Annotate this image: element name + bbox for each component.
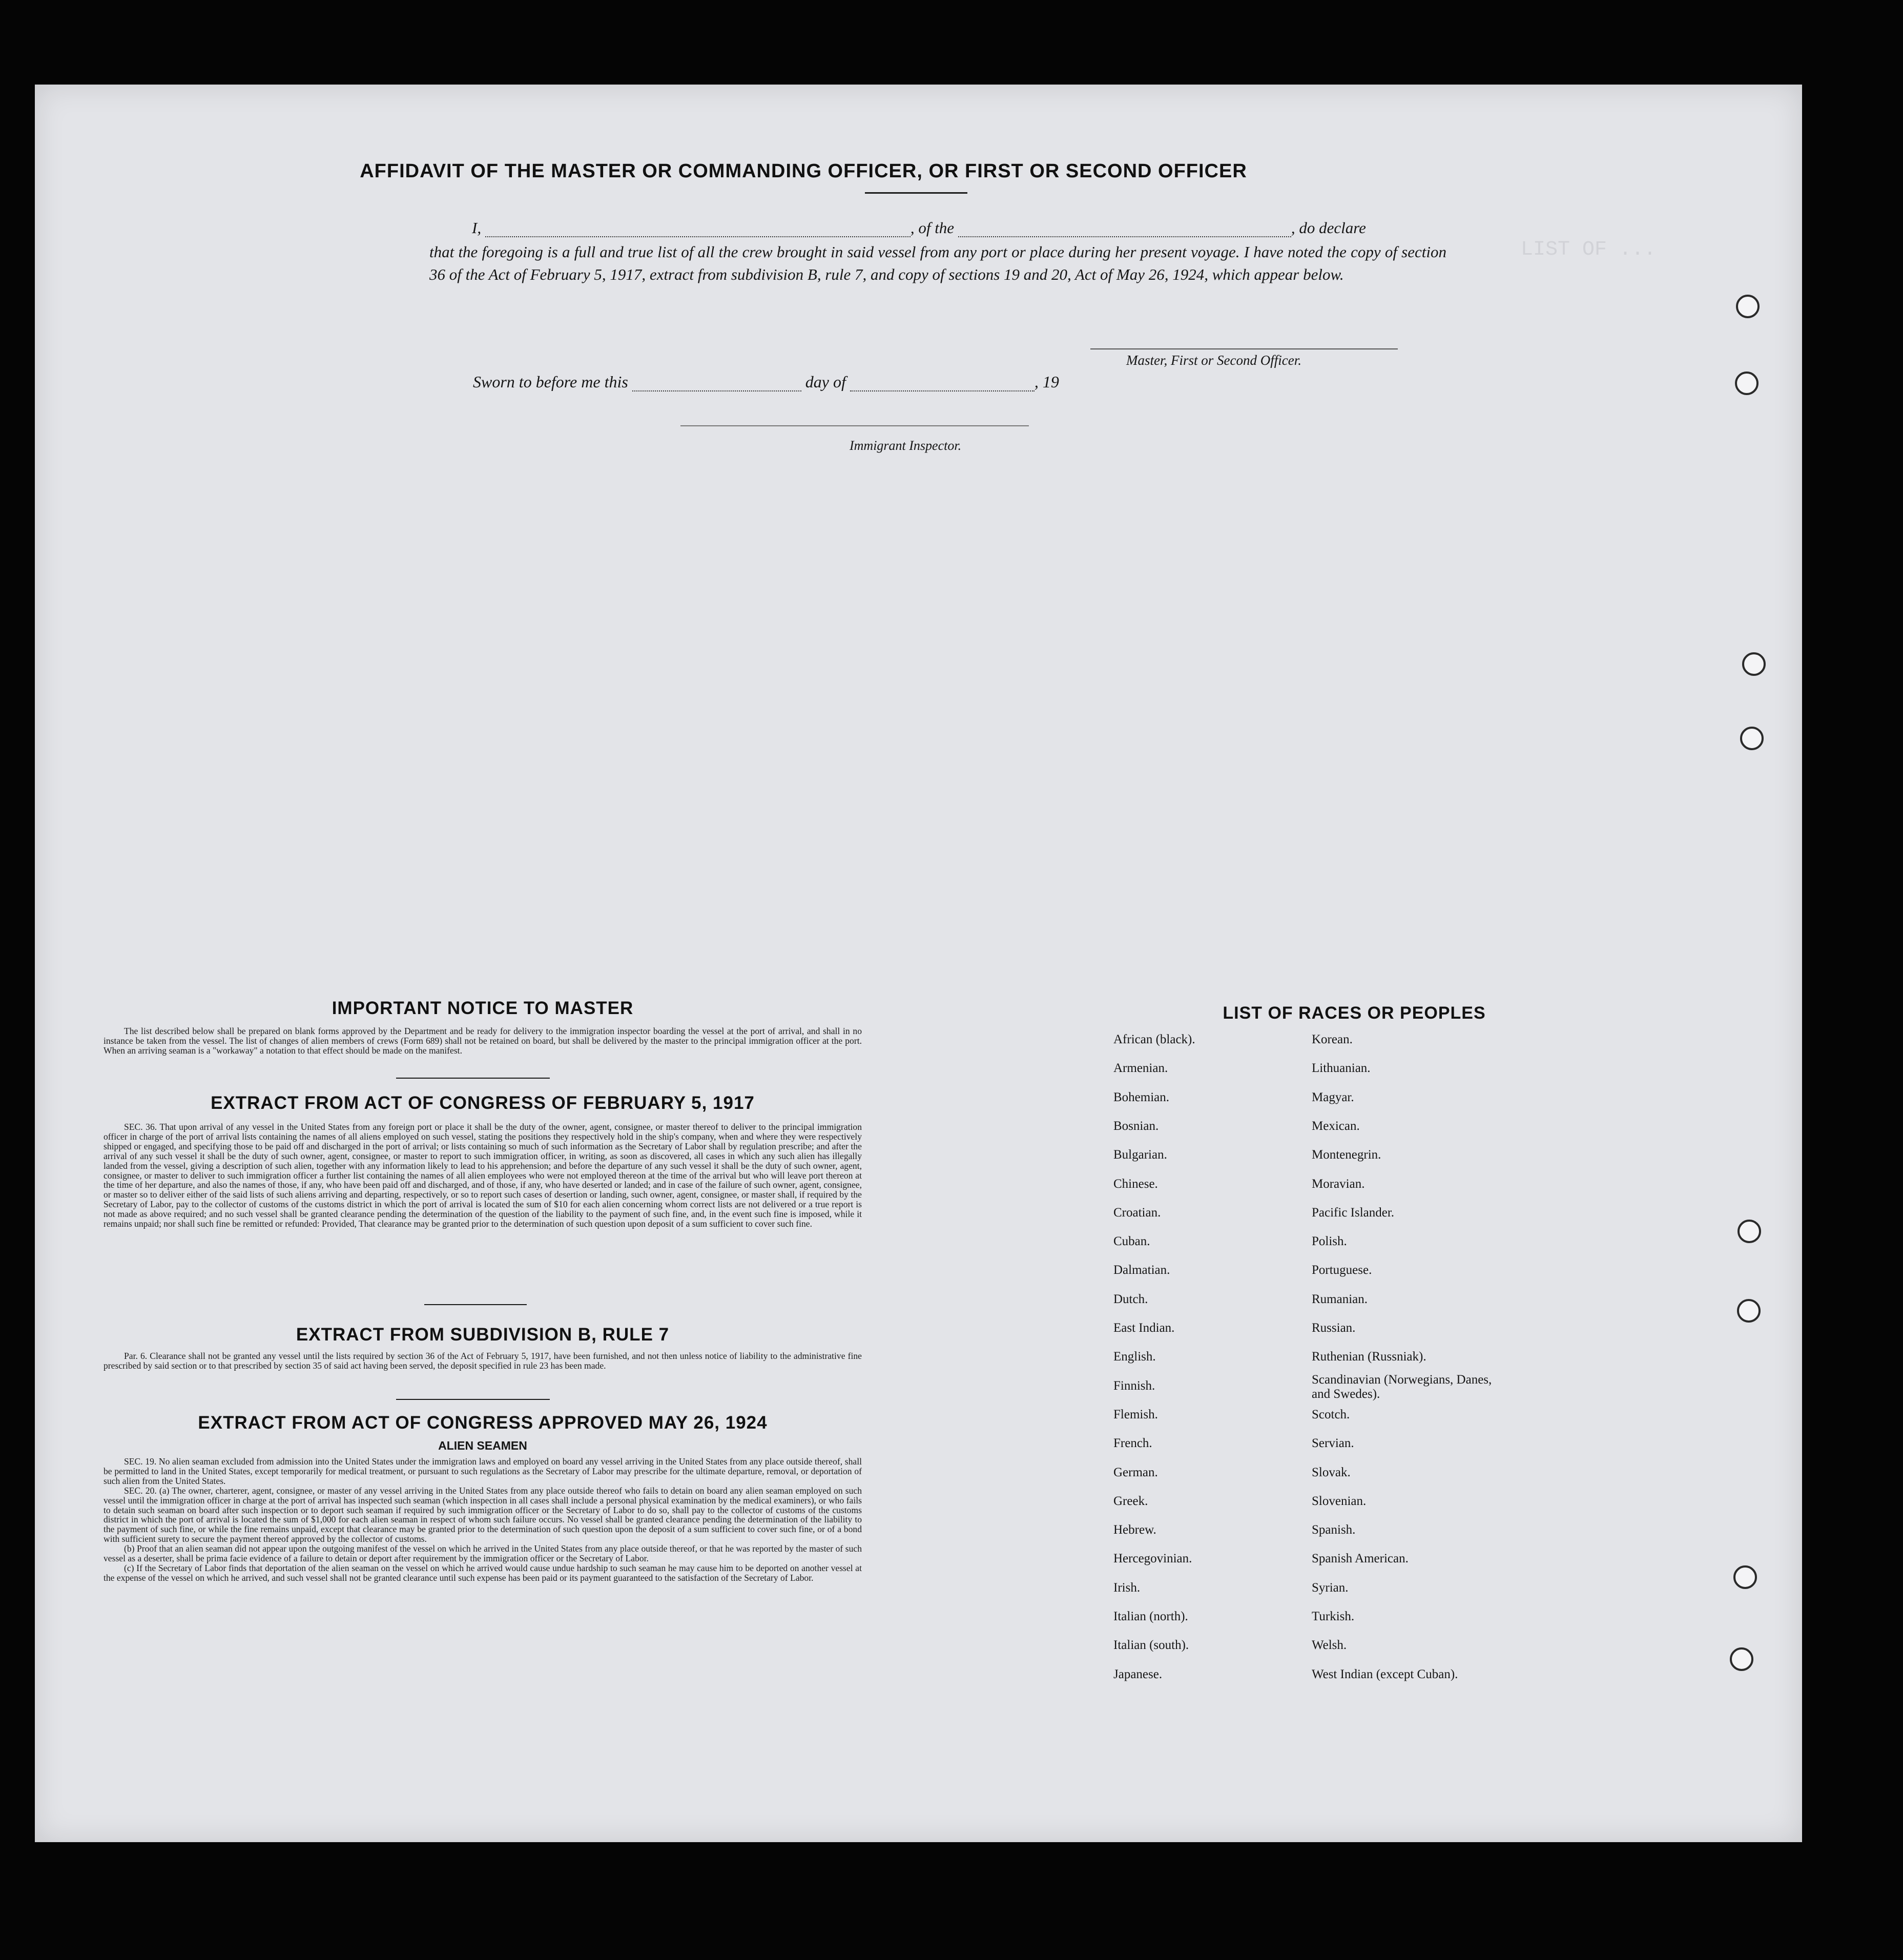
- race-item: Lithuanian.: [1312, 1061, 1371, 1076]
- vessel-name-blank[interactable]: [958, 222, 1291, 237]
- of-the-label: , of the: [910, 219, 955, 237]
- race-item: Slovenian.: [1312, 1494, 1367, 1508]
- extract-rule7-text: [104, 1351, 862, 1371]
- race-item: Hercegovinian.: [1113, 1552, 1192, 1566]
- race-item: Spanish American.: [1312, 1552, 1409, 1566]
- race-item: Japanese.: [1113, 1667, 1163, 1681]
- extract-1917-title: EXTRACT FROM ACT OF CONGRESS OF FEBRUARY 5, 1917: [211, 1093, 755, 1113]
- declarant-prefix: I,: [472, 219, 482, 237]
- race-item: Russian.: [1312, 1321, 1356, 1335]
- extract-1924-text: [104, 1457, 862, 1583]
- race-item: Italian (south).: [1113, 1638, 1189, 1653]
- section-36-paragraph: SEC. 36. That upon arrival of any vessel in the United States from any foreign port or place it shall be the duty of the owner, agent, consignee, or master thereof to deliver to the principal immigration officer in charge of the port of arrival lists containing the names of all aliens employed on such vessel, stating the positions they respectively hold in the ship's company, when and where they were respectively shipped or engaged, and specifying those to be paid off and discharged in the port of arrival; or lists containing so much of such information as the Secretary of Labor shall by regulation prescribe; and after the arrival of any such vessel it shall be the duty of such owner, agent, consignee, or master to report to such immigration officer, in writing, as soon as discovered, all cases in which any such alien has illegally landed from the vessel, giving a description of such alien, together with any information likely to lead to his apprehension; and before the departure of any such vessel it shall be the duty of such owner, agent, consignee, or master to deliver to such immigration officer a further list containing the names of all alien employees who were not employed thereon at the time of the arrival but who will leave port thereon at the time of her departure, and also the names of those, if any, who have been paid off and discharged, and of those, if any, who have deserted or landed; and in case of the failure of such owner, agent, consignee, or master so to deliver either of the said lists of such aliens arriving and departing, respectively, or so to report such cases of desertion or landing, such owner, agent, consignee, or master shall, if required by the Secretary of Labor, pay to the collector of customs of the customs district in which the port of arrival is located the sum of $10 for each alien concerning whom correct lists are not delivered or a true report is not made as above required; and no such vessel shall be granted clearance pending the determination of the question of the liability to the payment of such fine, and, in the event such fine is imposed, while it remains unpaid; nor shall such fine be remitted or refunded: Provided, That clearance may be granted prior to the determination of such question upon deposit of a sum sufficient to cover such fine.: [104, 1122, 862, 1229]
- section-divider: [396, 1078, 550, 1079]
- race-item: Ruthenian (Russniak).: [1312, 1350, 1426, 1364]
- sworn-month-blank[interactable]: [850, 376, 1035, 391]
- race-item: Greek.: [1113, 1494, 1148, 1508]
- sworn-line: [473, 373, 1059, 391]
- race-item: Italian (north).: [1113, 1610, 1188, 1623]
- race-item: Welsh.: [1312, 1638, 1347, 1653]
- title-divider: [865, 192, 967, 194]
- race-item: Flemish.: [1113, 1407, 1158, 1421]
- race-item: Slovak.: [1312, 1465, 1351, 1479]
- race-item: Cuban.: [1113, 1234, 1150, 1249]
- race-item: German.: [1113, 1465, 1158, 1479]
- sworn-prefix: Sworn to before me this: [473, 373, 628, 391]
- notice-title: IMPORTANT NOTICE TO MASTER: [332, 998, 634, 1018]
- race-item: African (black).: [1113, 1033, 1195, 1046]
- race-item: West Indian (except Cuban).: [1312, 1667, 1458, 1681]
- race-item: Moravian.: [1312, 1177, 1365, 1191]
- race-item: Bulgarian.: [1113, 1148, 1167, 1162]
- race-item: Spanish.: [1312, 1523, 1356, 1537]
- races-title: LIST OF RACES OR PEOPLES: [1223, 1003, 1486, 1023]
- race-item: Mexican.: [1312, 1119, 1360, 1133]
- section-divider: [424, 1304, 527, 1305]
- race-item: Hebrew.: [1113, 1523, 1156, 1537]
- punch-hole: [1736, 295, 1760, 318]
- affidavit-declaration-line: [472, 219, 1366, 237]
- do-declare-label: , do declare: [1291, 219, 1366, 237]
- punch-hole: [1742, 652, 1766, 676]
- race-item: Armenian.: [1113, 1061, 1168, 1076]
- extract-rule7-title: EXTRACT FROM SUBDIVISION B, RULE 7: [296, 1325, 670, 1345]
- race-item: Pacific Islander.: [1312, 1205, 1395, 1220]
- race-item: Turkish.: [1312, 1610, 1355, 1623]
- inspector-label: Immigrant Inspector.: [850, 438, 962, 453]
- race-item: Rumanian.: [1312, 1292, 1368, 1306]
- section-20c-paragraph: (c) If the Secretary of Labor finds that deportation of the alien seaman on the vessel on which he arrived would cause undue hardship to such seaman he may cause him to be deported on another vessel at the expense of the vessel on which he arrived, and such vessel shall not be granted clearance until such expense has been paid or its payment guaranteed to the satisfaction of the Secretary of Labor.: [104, 1562, 862, 1583]
- manifest-sheet: [35, 85, 1802, 1842]
- race-item: Korean.: [1312, 1033, 1353, 1046]
- punch-hole: [1735, 372, 1759, 395]
- master-signature-label: Master, First or Second Officer.: [1126, 353, 1301, 368]
- paragraph-6: Par. 6. Clearance shall not be granted any vessel until the lists required by section 36 of the Act of February 5, 1917, have been furnished, and not then unless notice of liability to the administrative fine prescribed by said section or to that prescribed by section 35 of said act having been served, the deposit specified in rule 23 has been made.: [104, 1351, 862, 1371]
- section-20a-paragraph: SEC. 20. (a) The owner, charterer, agent, consignee, or master of any vessel arriving in the United States from any place outside thereof who fails to detain on board any alien seaman employed on such vessel until the immigration officer in charge at the port of arrival has inspected such seaman (which inspection in all cases shall include a personal physical examination by the medical examiners), or who fails to detain such seaman on board after such inspection or to deport such seaman if required by such immigration officer or the Secretary of Labor to do so, shall pay to the collector of customs of the customs district in which the port of arrival is located the sum of $1,000 for each alien seaman in respect of whom such failure occurs. No vessel shall be granted clearance pending the determination of the liability to the payment of such fine, or while the fine remains unpaid, except that clearance may be granted prior to the determination of such question upon the deposit of a sum sufficient to cover such fine, or of a bond with sufficient surety to secure the payment thereof approved by the collector of customs.: [104, 1485, 862, 1544]
- punch-hole: [1730, 1647, 1753, 1671]
- extract-1917-text: [104, 1122, 862, 1229]
- punch-hole: [1740, 727, 1764, 750]
- race-item: Dutch.: [1113, 1292, 1148, 1306]
- master-signature-line[interactable]: [1090, 348, 1398, 349]
- extract-1924-title: EXTRACT FROM ACT OF CONGRESS APPROVED MAY 26, 1924: [198, 1413, 768, 1433]
- declarant-name-blank[interactable]: [485, 222, 911, 237]
- punch-hole: [1733, 1565, 1757, 1589]
- race-item: Servian.: [1312, 1436, 1354, 1451]
- bleed-through-text: LIST OF ...: [1521, 238, 1657, 261]
- punch-hole: [1737, 1220, 1761, 1243]
- race-item: Scotch.: [1312, 1407, 1350, 1421]
- race-item: Croatian.: [1113, 1205, 1161, 1220]
- year-prefix: , 19: [1034, 373, 1059, 391]
- affidavit-body: that the foregoing is a full and true list of all the crew brought in said vessel from any port or place during her present voyage. I have noted the copy of section 36 of the Act of February 5, 1917, extract from subdivision B, rule 7, and copy of sections 19 and 20, Act of May 26, 1924, which appear below.: [429, 243, 1446, 283]
- section-divider: [396, 1399, 550, 1400]
- race-item: Chinese.: [1113, 1177, 1158, 1191]
- inspector-signature-line[interactable]: [680, 425, 1029, 426]
- alien-seamen-subtitle: ALIEN SEAMEN: [438, 1439, 527, 1452]
- race-item: Finnish.: [1113, 1378, 1155, 1393]
- punch-hole: [1737, 1299, 1761, 1323]
- race-item: English.: [1113, 1350, 1156, 1364]
- race-item: French.: [1113, 1436, 1152, 1451]
- race-item: Dalmatian.: [1113, 1263, 1170, 1277]
- race-item: Irish.: [1113, 1580, 1141, 1595]
- race-item: Syrian.: [1312, 1580, 1349, 1595]
- race-item: Scandinavian (Norwegians, Danes, and Swedes).: [1312, 1372, 1492, 1401]
- race-item: Montenegrin.: [1312, 1148, 1381, 1162]
- race-item: Magyar.: [1312, 1090, 1354, 1104]
- section-20b-paragraph: (b) Proof that an alien seaman did not appear upon the outgoing manifest of the vessel on which he arrived in the United States from any place outside thereof, or that he was reported by the master of such vessel as a deserter, shall be prima facie evidence of a failure to detain or deport after requirement by the immigration officer or the Secretary of Labor.: [104, 1543, 862, 1564]
- section-19-paragraph: SEC. 19. No alien seaman excluded from admission into the United States under the immigration laws and employed on board any vessel arriving in the United States from any place outside thereof, shall be permitted to land in the United States, except temporarily for medical treatment, or pursuant to such regulations as the Secretary of Labor may prescribe for the ultimate departure, removal, or deportation of such alien from the United States.: [104, 1456, 862, 1486]
- notice-paragraph: The list described below shall be prepared on blank forms approved by the Department and be ready for delivery to the immigration inspector boarding the vessel at the port of arrival, and shall in no instance be taken from the vessel. The list of changes of alien members of crews (Form 689) shall not be retained on board, but shall be delivered by the master to the principal immigration officer at the port. When an arriving seaman is a "workaway" a notation to that effect should be made on the manifest.: [104, 1026, 862, 1056]
- affidavit-title: AFFIDAVIT OF THE MASTER OR COMMANDING OFFICER, OR FIRST OR SECOND OFFICER: [360, 160, 1247, 182]
- race-item: Bohemian.: [1113, 1090, 1170, 1104]
- sworn-day-blank[interactable]: [632, 376, 801, 391]
- day-of-label: day of: [805, 373, 846, 391]
- race-item: East Indian.: [1113, 1321, 1175, 1335]
- notice-text: [104, 1026, 862, 1056]
- race-item: Portuguese.: [1312, 1263, 1372, 1277]
- race-item: Polish.: [1312, 1234, 1347, 1249]
- race-item: Bosnian.: [1113, 1119, 1159, 1133]
